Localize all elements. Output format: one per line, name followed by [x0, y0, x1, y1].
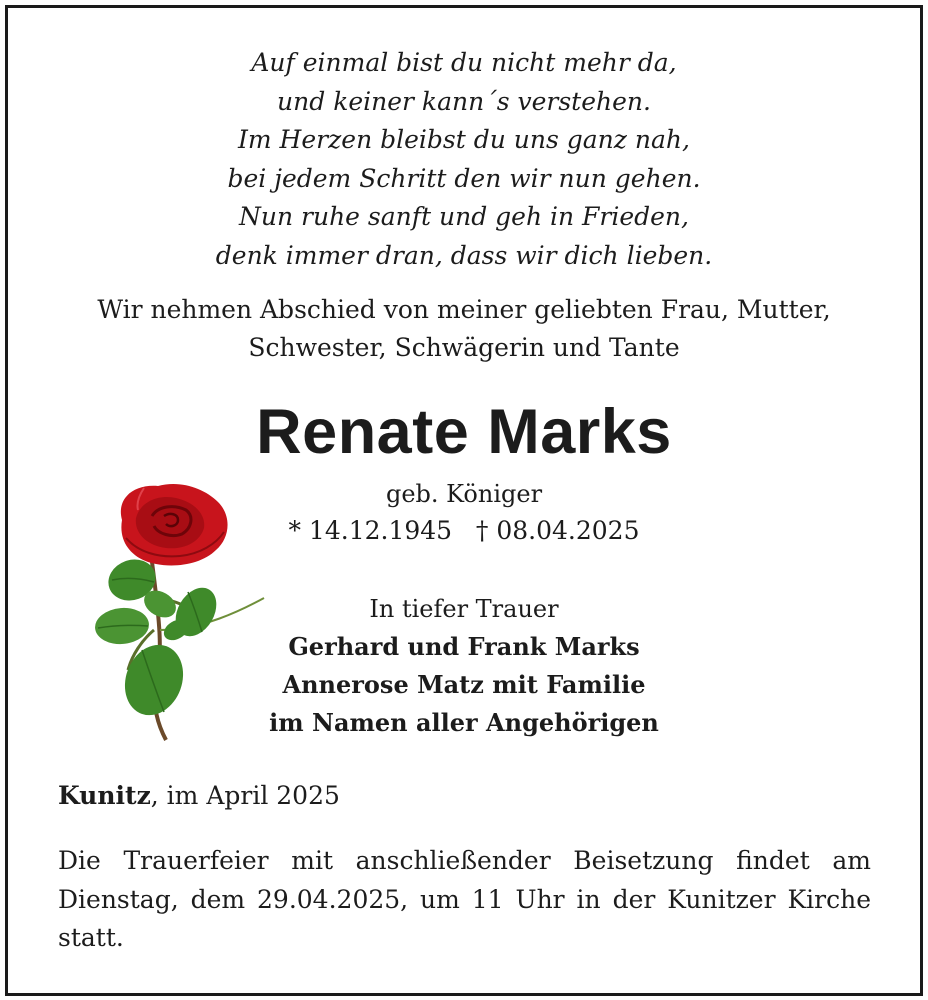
- life-dates: * 14.12.1945 † 08.04.2025: [288, 516, 640, 545]
- mourner-line: Annerose Matz mit Familie: [282, 670, 646, 699]
- poem: [0, 44, 928, 276]
- mourners: [0, 590, 928, 742]
- poem-line: denk immer dran, dass wir dich lieben.: [215, 240, 713, 270]
- farewell-intro: [0, 291, 928, 367]
- intro-line: Schwester, Schwägerin und Tante: [248, 333, 680, 362]
- intro-line: Wir nehmen Abschied von meiner geliebten Frau, Mutter,: [97, 295, 831, 324]
- funeral-service-notice: Die Trauerfeier mit anschließender Beisetzung findet am Dienstag, dem 29.04.2025, um 11 Uhr in der Kunitzer Kirche statt.: [58, 846, 871, 952]
- poem-line: bei jedem Schritt den wir nun gehen.: [227, 163, 701, 193]
- poem-line: Auf einmal bist du nicht mehr da,: [251, 48, 677, 77]
- poem-line: Im Herzen bleibst du uns ganz nah,: [238, 125, 690, 155]
- mourner-line: im Namen aller Angehörigen: [269, 708, 659, 737]
- deceased-name: Renate Marks: [256, 397, 672, 467]
- mourning-intro: In tiefer Trauer: [369, 595, 559, 623]
- place-city: Kunitz: [58, 781, 151, 810]
- place-and-date: [58, 778, 340, 814]
- place-date: , im April 2025: [150, 781, 340, 810]
- poem-line: und keiner kann´s verstehen.: [277, 86, 651, 116]
- poem-line: Nun ruhe sanft und geh in Frieden,: [239, 202, 689, 232]
- mourner-line: Gerhard und Frank Marks: [288, 632, 640, 661]
- birth-name-text: geb. Königer: [385, 480, 543, 508]
